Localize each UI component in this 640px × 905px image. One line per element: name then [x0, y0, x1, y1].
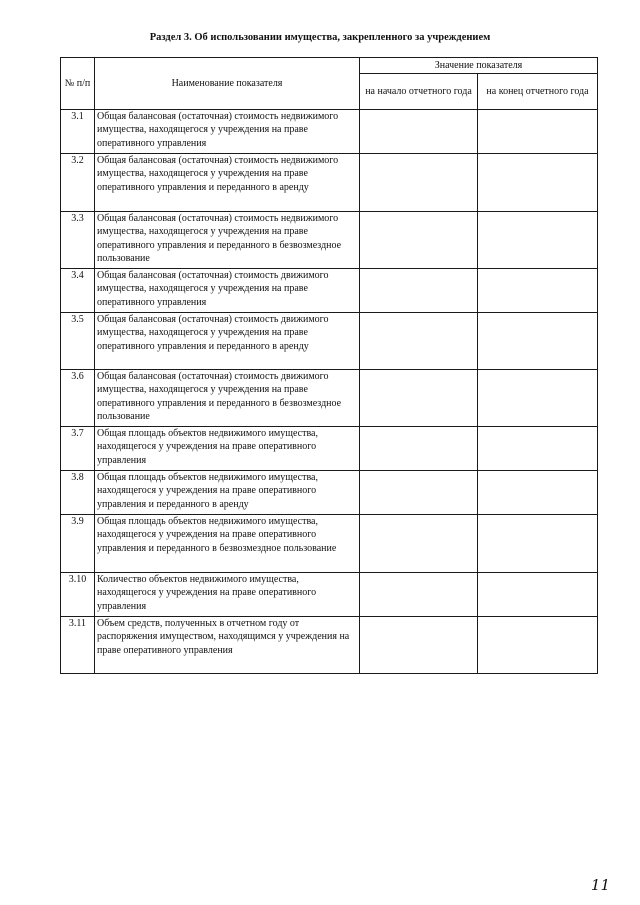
- row-start-value: [360, 212, 478, 269]
- row-start-value: [360, 370, 478, 427]
- row-start-value: [360, 427, 478, 471]
- row-end-value: [478, 269, 598, 313]
- row-start-value: [360, 313, 478, 370]
- row-end-value: [478, 110, 598, 154]
- row-name: Общая балансовая (остаточная) стоимость движимого имущества, находящегося у учреждения на праве оперативного управления и переданного в безвозмездное пользование: [95, 370, 360, 427]
- table-row: [61, 573, 598, 617]
- row-num: 3.7: [61, 427, 95, 471]
- table-row: [61, 471, 598, 515]
- row-end-value: [478, 154, 598, 212]
- row-start-value: [360, 617, 478, 674]
- table-row: [61, 427, 598, 471]
- row-name: Объем средств, полученных в отчетном году от распоряжения имуществом, находящимся у учреждения на праве оперативного управления: [95, 617, 360, 674]
- row-num: 3.2: [61, 154, 95, 212]
- row-name: Общая балансовая (остаточная) стоимость движимого имущества, находящегося у учреждения на праве оперативного управления: [95, 269, 360, 313]
- row-num: 3.8: [61, 471, 95, 515]
- header-start-of-year: на начало отчетного года: [360, 73, 478, 109]
- row-num: 3.1: [61, 110, 95, 154]
- row-end-value: [478, 515, 598, 573]
- row-num: 3.6: [61, 370, 95, 427]
- table-row: [61, 212, 598, 269]
- table-row: [61, 269, 598, 313]
- row-name: Общая балансовая (остаточная) стоимость недвижимого имущества, находящегося у учреждения на праве оперативного управления и переданного в аренду: [95, 154, 360, 212]
- section-title: Раздел 3. Об использовании имущества, закрепленного за учреждением: [149, 32, 491, 43]
- table-row: [61, 154, 598, 212]
- row-start-value: [360, 154, 478, 212]
- row-name: Общая площадь объектов недвижимого имущества, находящегося у учреждения на праве оперативного управления: [95, 427, 360, 471]
- row-end-value: [478, 617, 598, 674]
- table-row: [61, 313, 598, 370]
- property-usage-table: [60, 57, 598, 674]
- table-header-row: [61, 58, 598, 74]
- header-value-group: Значение показателя: [360, 58, 598, 74]
- row-num: 3.9: [61, 515, 95, 573]
- row-num: 3.4: [61, 269, 95, 313]
- row-start-value: [360, 269, 478, 313]
- row-end-value: [478, 313, 598, 370]
- table-row: [61, 370, 598, 427]
- row-num: 3.5: [61, 313, 95, 370]
- row-name: Общая площадь объектов недвижимого имущества, находящегося у учреждения на праве оперативного управления и переданного в безвозмездное пользование: [95, 515, 360, 573]
- table-row: [61, 515, 598, 573]
- row-num: 3.10: [61, 573, 95, 617]
- row-name: Общая балансовая (остаточная) стоимость недвижимого имущества, находящегося у учреждения на праве оперативного управления и переданного в безвозмездное пользование: [95, 212, 360, 269]
- row-end-value: [478, 573, 598, 617]
- table-row: [61, 110, 598, 154]
- row-num: 3.11: [61, 617, 95, 674]
- header-num: № п/п: [61, 58, 95, 110]
- row-name: Общая балансовая (остаточная) стоимость недвижимого имущества, находящегося у учреждения на праве оперативного управления: [95, 110, 360, 154]
- row-end-value: [478, 370, 598, 427]
- header-name: Наименование показателя: [95, 58, 360, 110]
- row-name: Количество объектов недвижимого имущества, находящегося у учреждения на праве оперативного управления: [95, 573, 360, 617]
- row-name: Общая балансовая (остаточная) стоимость движимого имущества, находящегося у учреждения на праве оперативного управления и переданного в аренду: [95, 313, 360, 370]
- row-end-value: [478, 212, 598, 269]
- row-start-value: [360, 110, 478, 154]
- row-start-value: [360, 471, 478, 515]
- row-end-value: [478, 471, 598, 515]
- row-start-value: [360, 515, 478, 573]
- row-num: 3.3: [61, 212, 95, 269]
- header-end-of-year: на конец отчетного года: [478, 73, 598, 109]
- table-row: [61, 617, 598, 674]
- row-start-value: [360, 573, 478, 617]
- page-number: 11: [590, 876, 610, 894]
- row-name: Общая площадь объектов недвижимого имущества, находящегося у учреждения на праве оперативного управления и переданного в аренду: [95, 471, 360, 515]
- row-end-value: [478, 427, 598, 471]
